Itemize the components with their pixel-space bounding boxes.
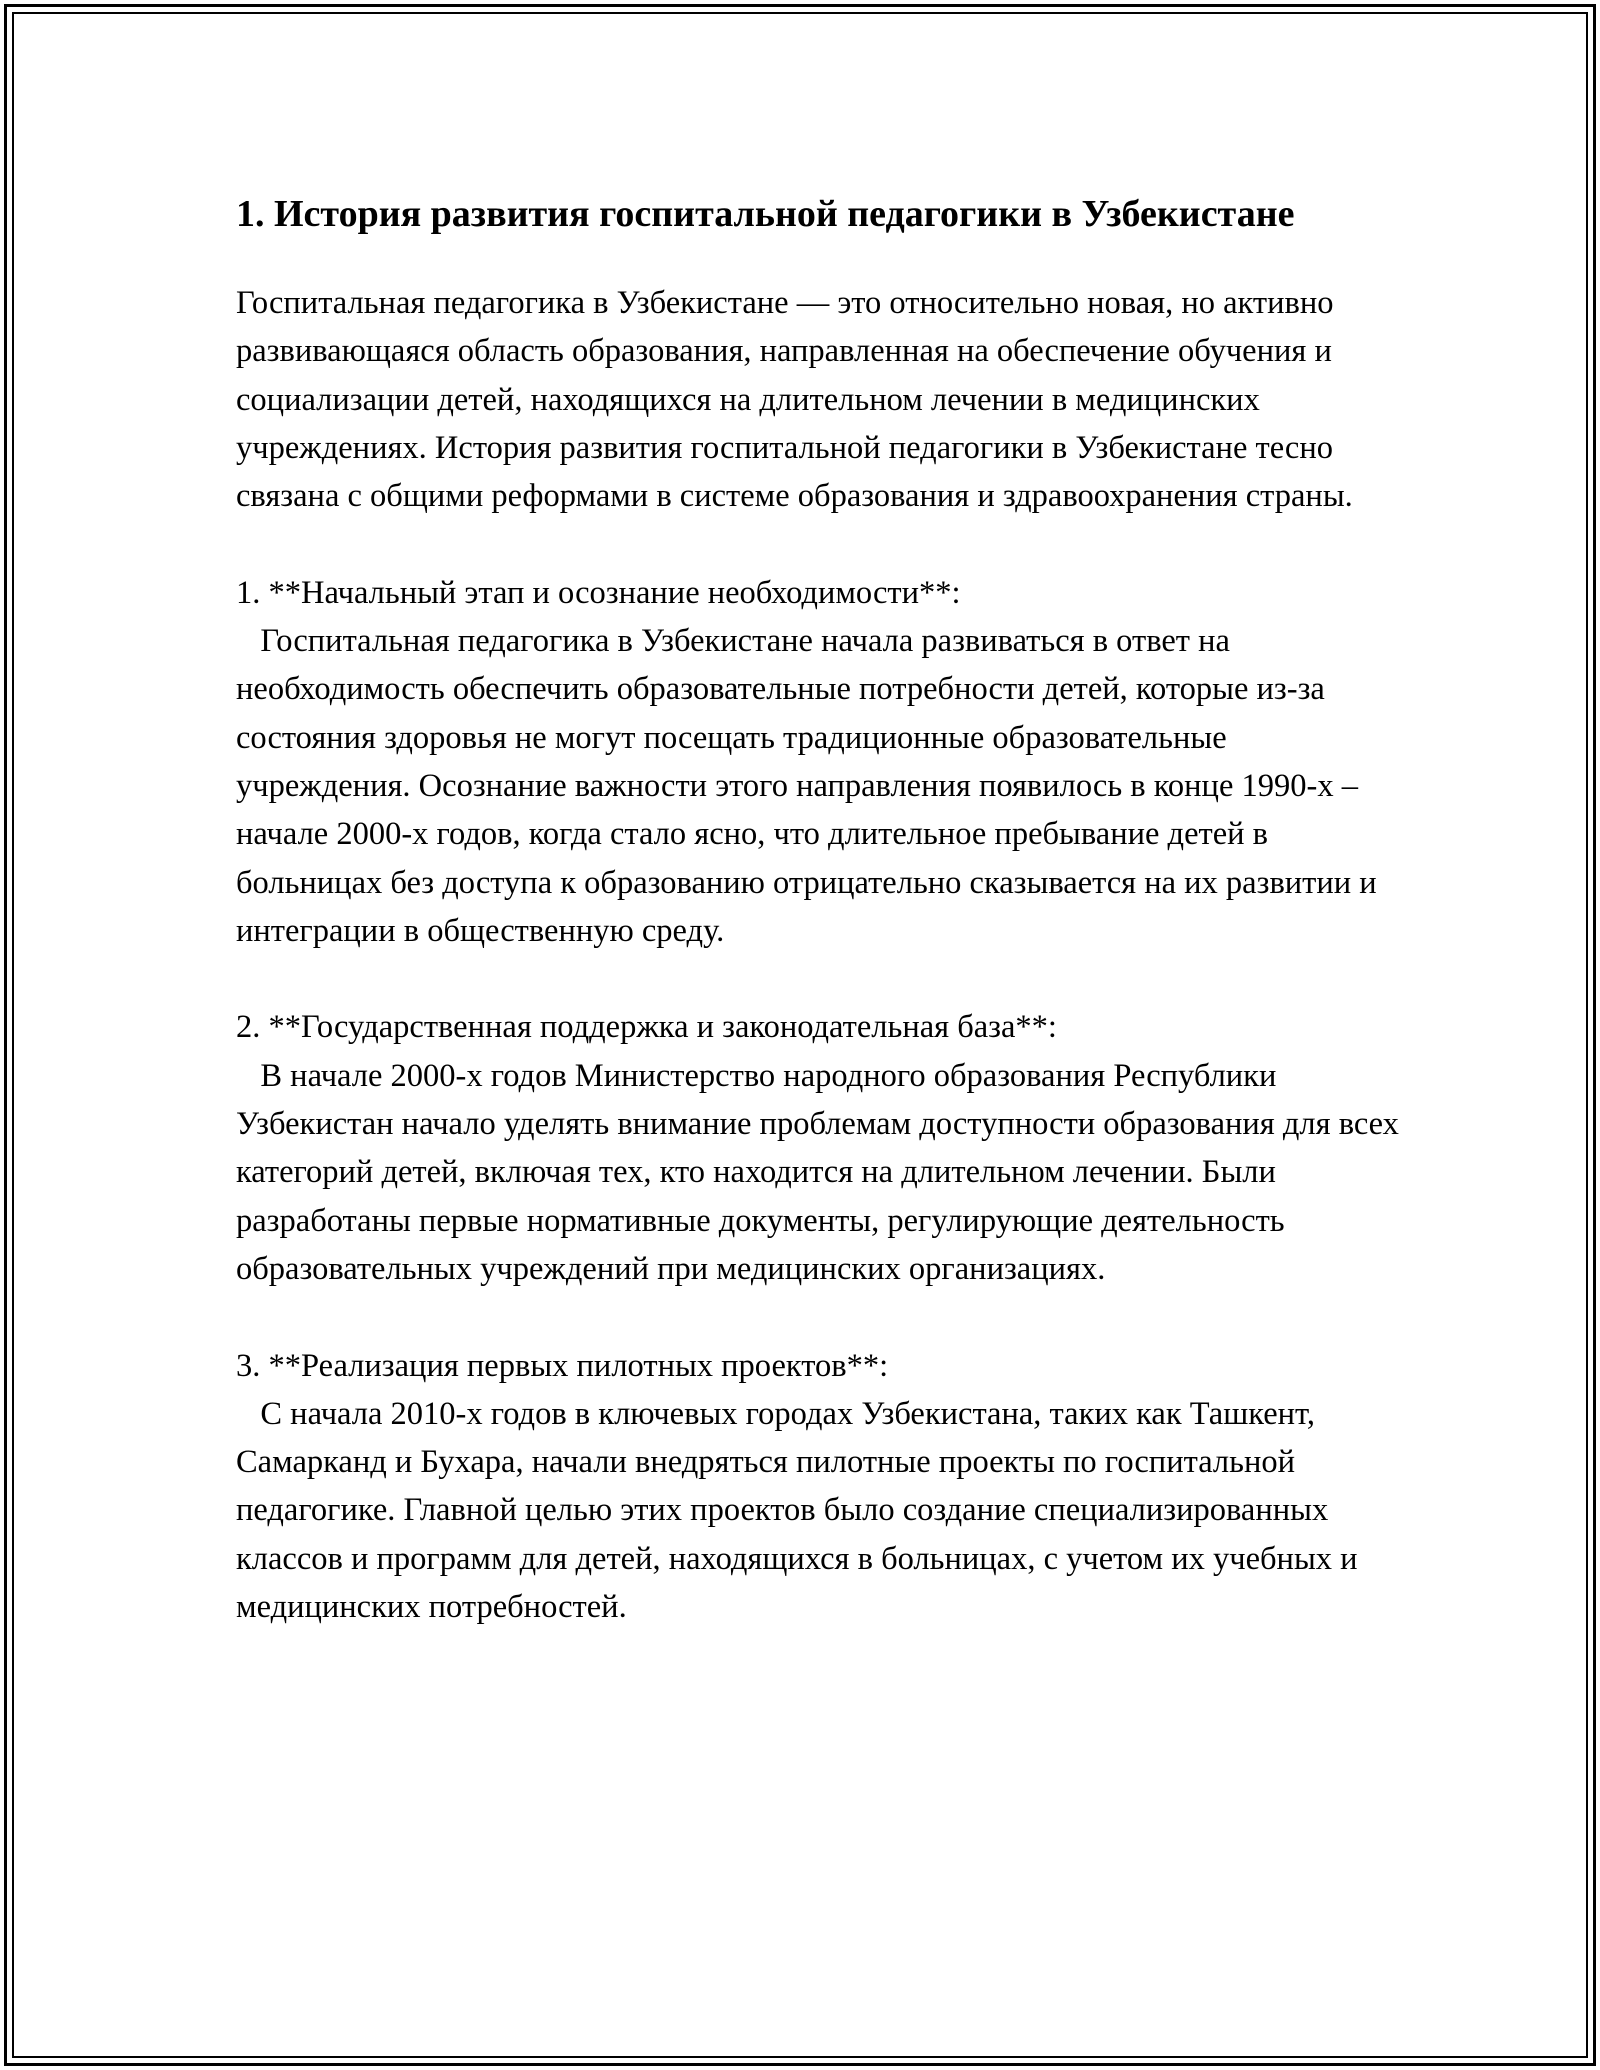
section-2-title: 2. **Государственная поддержка и законодательная база**:: [236, 1009, 1057, 1046]
section-2-body: В начале 2000-х годов Министерство народного образования Республики Узбекистан начало уделять внимание проблемам доступности образования для всех категорий детей, включая тех, кто находится на длительном лечении. Были разработаны первые нормативные документы, регулирующие деятельность образовательных учреждений при медицинских организациях.: [236, 1057, 1408, 1287]
section-3-body: С начала 2010-х годов в ключевых городах Узбекистана, таких как Ташкент, Самарканд и Бухара, начали внедряться пилотные проекты по госпитальной педагогике. Главной целью этих проектов было создание специализированных классов и программ для детей, находящихся в больницах, с учетом их учебных и медицинских потребностей.: [236, 1395, 1366, 1626]
section-1-body: Госпитальная педагогика в Узбекистане начала развиваться в ответ на необходимость обеспечить образовательные потребности детей, которые из-за состояния здоровья не могут посещать традиционные образовательные учреждения. Осознание важности этого направления появилось в конце 1990-х – начале 2000-х годов, когда стало ясно, что длительное пребывание детей в больницах без доступа к образованию отрицательно сказывается на их развитии и интеграции в общественную среду.: [236, 623, 1385, 949]
intro-paragraph: Госпитальная педагогика в Узбекистане — это относительно новая, но активно развивающаяся область образования, направленная на обеспечение обучения и социализации детей, находящихся на длительном лечении в медицинских учреждениях. История развития госпитальной педагогики в Узбекистане тесно связана с общими реформами в системе образования и здравоохранения страны.: [236, 285, 1353, 515]
section-3-title: 3. **Реализация первых пилотных проектов**:: [236, 1347, 889, 1384]
document-body: [236, 186, 1406, 1631]
document-heading: 1. История развития госпитальной педагогики в Узбекистане: [236, 193, 1295, 235]
section-1-title: 1. **Начальный этап и осознание необходимости**:: [236, 574, 961, 611]
section-2: [236, 1003, 1406, 1293]
paragraph-spacer: [236, 520, 1406, 568]
section-3: [236, 1342, 1406, 1632]
paragraph-spacer: [236, 1293, 1406, 1341]
section-1: [236, 569, 1406, 955]
paragraph-spacer: [236, 955, 1406, 1003]
